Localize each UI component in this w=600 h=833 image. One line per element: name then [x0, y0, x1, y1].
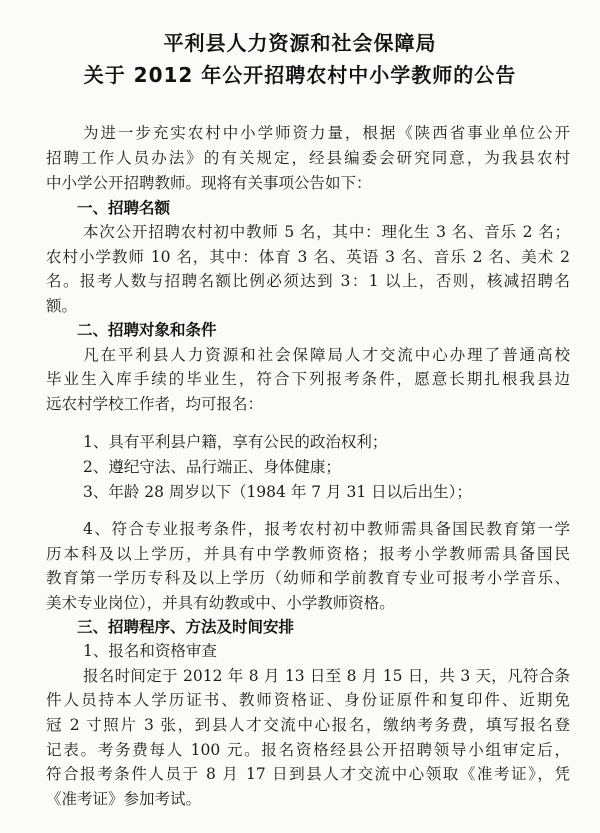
section3-subheading: 1、报名和资格审查: [83, 642, 217, 660]
condition4-line: 4、符合专业报考条件，报考农村初中教师需具备国民教育第一学: [83, 520, 570, 538]
section3-line: 《准考证》参加考试。: [46, 790, 202, 808]
document-title-line1: 平利县人力资源和社会保障局: [163, 31, 437, 55]
section1-line: 本次公开招聘农村初中教师 5 名，其中：理化生 3 名、音乐 2 名；: [83, 223, 570, 241]
condition4-line: 历本科及以上学历，并具有中学教师资格；报考小学教师需具备国民: [46, 545, 570, 563]
section1-line: 额。: [46, 297, 78, 315]
section2-line: 毕业生入库手续的毕业生，符合下列报考条件，愿意长期扎根我县边: [46, 370, 570, 388]
section2-line: 凡在平利县人力资源和社会保障局人才交流中心办理了普通高校: [83, 346, 570, 364]
section3-line: 符合报考条件人员于 8 月 17 日到县人才交流中心领取《准考证》，凭: [46, 765, 570, 783]
intro-line: 招聘工作人员办法》的有关规定，经县编委会研究同意，为我县农村: [46, 149, 570, 167]
document-title-line2: 关于 2012 年公开招聘农村中小学教师的公告: [83, 63, 517, 87]
section3-line: 记表。考务费每人 100 元。报名资格经县公开招聘领导小组审定后，: [46, 741, 570, 759]
condition-item: 3、年龄 28 周岁以下（1984 年 7 月 31 日以后出生）；: [83, 483, 472, 501]
section1-heading: 一、招聘名额: [77, 199, 171, 217]
section3-heading: 三、招聘程序、方法及时间安排: [77, 618, 295, 636]
intro-line: 中小学公开招聘教师。现将有关事项公告如下：: [46, 174, 372, 192]
section2-line: 远农村学校工作者，均可报名：: [46, 395, 264, 413]
intro-line: 为进一步充实农村中小学师资力量，根据《陕西省事业单位公开: [83, 124, 570, 142]
section3-line: 冠 2 寸照片 3 张，到县人才交流中心报名，缴纳考务费，填写报名登: [46, 716, 570, 734]
section1-line: 名。报考人数与招聘名额比例必须达到 3：1 以上，否则，核减招聘名: [46, 272, 570, 290]
condition-item: 1、具有平利县户籍，享有公民的政治权利；: [83, 433, 388, 451]
section2-heading: 二、招聘对象和条件: [77, 321, 217, 339]
section1-line: 农村小学教师 10 名，其中：体育 3 名、英语 3 名、音乐 2 名、美术 2: [46, 248, 570, 266]
section3-line: 报名时间定于 2012 年 8 月 13 日至 8 月 15 日，共 3 天，凡符合条: [83, 667, 570, 685]
condition-item: 2、遵纪守法、品行端正、身体健康；: [83, 458, 341, 476]
section3-line: 件人员持本人学历证书、教师资格证、身份证原件和复印件、近期免: [46, 691, 570, 709]
condition4-line: 教育第一学历专科及以上学历（幼师和学前教育专业可报考小学音乐、: [46, 569, 570, 587]
condition4-line: 美术专业岗位），并具有幼教或中、小学教师资格。: [46, 594, 395, 612]
